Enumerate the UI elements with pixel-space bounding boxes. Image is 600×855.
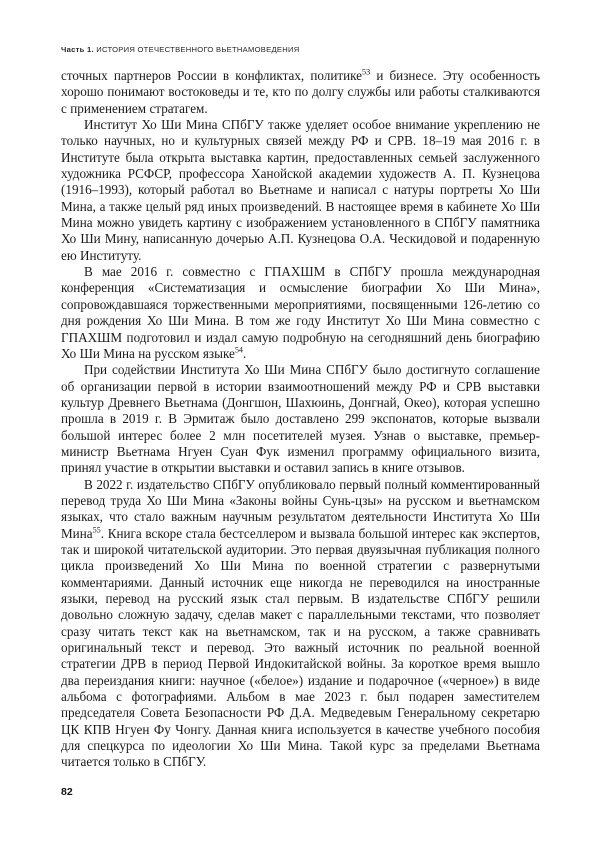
paragraph: [61, 117, 540, 264]
paragraph-text: сточных партнеров России в конфликтах, политике: [61, 68, 363, 83]
page-number: 82: [61, 786, 73, 798]
footnote-reference[interactable]: 54: [234, 345, 243, 355]
paragraph: [61, 68, 540, 117]
running-head-title: ИСТОРИЯ ОТЕЧЕСТВЕННОГО ВЬЕТНАМОВЕДЕНИЯ: [96, 45, 300, 54]
paragraph: [61, 264, 540, 362]
paragraph: [61, 477, 540, 771]
body-text-column: [61, 68, 540, 771]
paragraph-text-continued: .: [242, 345, 247, 361]
footnote-reference[interactable]: 53: [362, 67, 371, 77]
running-head: [61, 45, 541, 54]
paragraph: [61, 362, 540, 476]
paragraph-text: Институт Хо Ши Мина СПбГУ также уделяет особое внимание укреплению не только научных, но и культурных связей между РФ и СРВ. 18–19 мая 2016 г. в Институте была открыта выставка картин, предоставленных семьей заслуженного художника РСФСР, профессора Ханойской академии художеств А. П. Кузнецова (1916–1993), который работал во Вьетнаме и написал с натуры портреты Хо Ши Мина, а также целый ряд иных произведений. В настоящее время в кабинете Хо Ши Мина можно увидеть картину с изображением установленного в СПбГУ памятника Хо Ши Мину, написанную дочерью А.П. Кузнецова О.А. Ческидовой и подаренную ею Институту.: [61, 117, 540, 263]
paragraph-text-continued: . Книга вскоре стала бестселлером и вызвала большой интерес как экспертов, так и широкой читательской аудитории. Это первая двуязычная публикация полного цикла произведений Хо Ши Мина по военной стратегии с развернутыми комментариями. Данный источник еще никогда не переводился на иностранные языки, перевод на русский язык стал первым. В издательстве СПбГУ решили довольно сложную задачу, сделав макет с параллельными текстами, что позволяет сразу читать текст как на вьетнамском, так и на русском, а также сравнивать оригинальный текст и перевод. Это важный источник по реальной военной стратегии ДРВ в период Первой Индокитайской войны. За короткое время вышло два переиздания книги: научное («белое») издание и подарочное («черное») в виде альбома с фотографиями. Альбом в мае 2023 г. был подарен заместителем председателя Совета Безопасности РФ Д.А. Медведевым Генеральному секретарю ЦК КПВ Нгуен Фу Чонгу. Данная книга используется в качестве учебного пособия для спецкурса по идеологии Хо Ши Мина. Такой курс за пределами Вьетнама читается только в СПбГУ.: [61, 525, 540, 770]
paragraph-text-continued: и бизнесе. Эту особенность хорошо понимают востоковеды и те, кто по долгу службы или работы сталкиваются с применением стратагем.: [61, 68, 540, 116]
running-head-part: Часть 1.: [61, 45, 94, 54]
paragraph-text: При содействии Института Хо Ши Мина СПбГУ было достигнуто соглашение об организации первой в истории взаимоотношений между РФ и СРВ выставки культур Древнего Вьетнама (Донгшон, Шахюинь, Донгнай, Окео), которая успешно прошла в 2019 г. В Эрмитаж было доставлено 299 экспонатов, которые вызвали большой интерес более 2 млн посетителей музея. Узнав о выставке, премьер-министр Вьетнама Нгуен Суан Фук изменил программу официального визита, принял участие в открытии выставки и оставил запись в книге отзывов.: [61, 362, 540, 476]
paragraph-text: В 2022 г. издательство СПбГУ опубликовало первый полный комментированный перевод труда Хо Ши Мина «Законы войны Сунь-цзы» на русском и вьетнамском языках, что стало важным научным результатом деятельности Института Хо Ши Мина: [61, 476, 540, 541]
footnote-reference[interactable]: 55: [92, 525, 101, 535]
paragraph-text: В мае 2016 г. совместно с ГПАХШМ в СПбГУ прошла международная конференция «Систематизация и осмысление биографии Хо Ши Мина», сопровождавшаяся торжественными мероприятиями, посвященными 126-летию со дня рождения Хо Ши Мина. В том же году Институт Хо Ши Мина совместно с ГПАХШМ подготовил и издал самую подробную на сегодняшний день биографию Хо Ши Мина на русском языке: [61, 264, 540, 361]
